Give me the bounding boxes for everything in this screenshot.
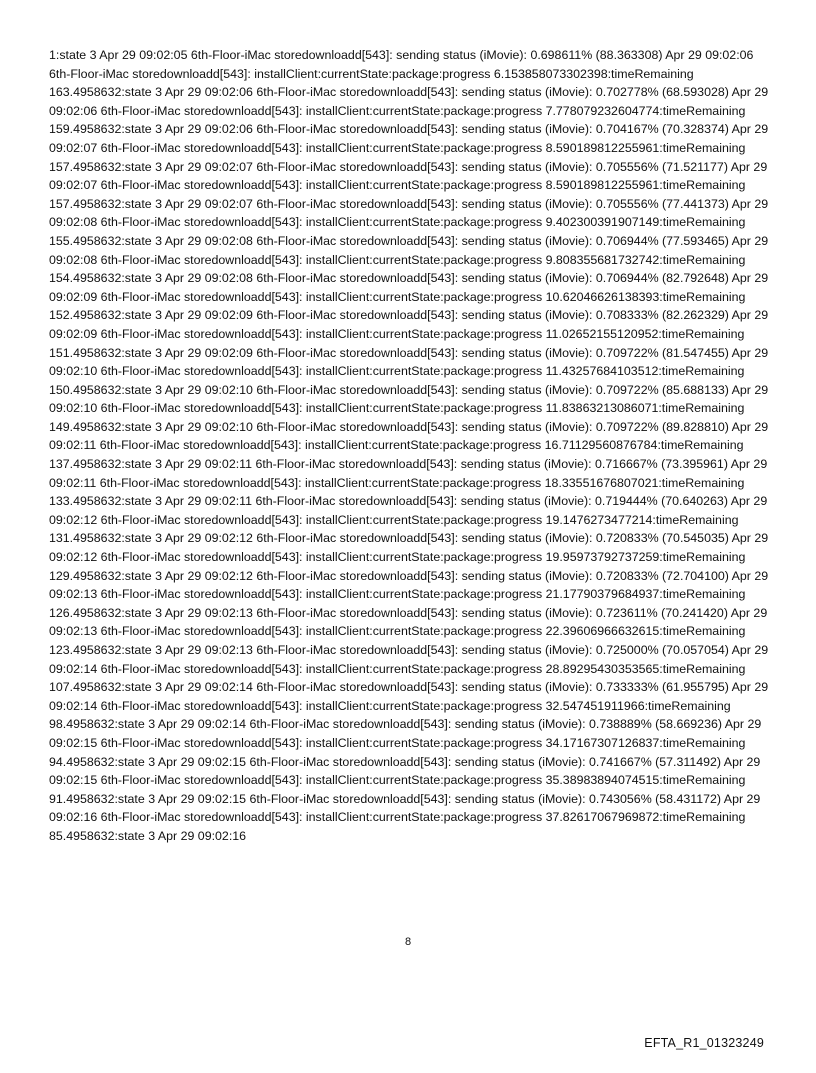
page-number: 8 [404,936,412,948]
log-text-body: 1:state 3 Apr 29 09:02:05 6th-Floor-iMac storedownloadd[543]: sending status (iMovie): 0.698611% (88.363308) Apr 29 09:02:06 6th-Floor-iMac storedownloadd[543]: installClient:currentState:package:progress 6.153858073302398:timeRemaining 163.4958632:state 3 Apr 29 09:02:06 6th-Floor-iMac storedownloadd[543]: sending status (iMovie): 0.702778% (68.593028) Apr 29 09:02:06 6th-Floor-iMac storedownloadd[543]: installClient:currentState:package:progress 7.778079232604774:timeRemaining 159.4958632:state 3 Apr 29 09:02:06 6th-Floor-iMac storedownloadd[543]: sending status (iMovie): 0.704167% (70.328374) Apr 29 09:02:07 6th-Floor-iMac storedownloadd[543]: installClient:currentState:package:progress 8.590189812255961:timeRemaining 157.4958632:state 3 Apr 29 09:02:07 6th-Floor-iMac storedownloadd[543]: sending status (iMovie): 0.705556% (71.521177) Apr 29 09:02:07 6th-Floor-iMac storedownloadd[543]: installClient:currentState:package:progress 8.590189812255961:timeRemaining 157.4958632:state 3 Apr 29 09:02:07 6th-Floor-iMac storedownloadd[543]: sending status (iMovie): 0.705556% (77.441373) Apr 29 09:02:08 6th-Floor-iMac storedownloadd[543]: installClient:currentState:package:progress 9.402300391907149:timeRemaining 155.4958632:state 3 Apr 29 09:02:08 6th-Floor-iMac storedownloadd[543]: sending status (iMovie): 0.706944% (77.593465) Apr 29 09:02:08 6th-Floor-iMac storedownloadd[543]: installClient:currentState:package:progress 9.80835568173274​2:timeRemaining 154.4958632:state 3 Apr 29 09:02:08 6th-Floor-iMac storedownloadd[543]: sending status (iMovie): 0.706944% (82.792648) Apr 29 09:02:09 6th-Floor-iMac storedownloadd[543]: installClient:currentState:package:progress 10.62046626138393:timeRemaining 152.4958632:state 3 Apr 29 09:02:09 6th-Floor-iMac storedownloadd[543]: sending status (iMovie): 0.708333% (82.262329) Apr 29 09:02:09 6th-Floor-iMac storedownloadd[543]: installClient:currentState:package:progress 11.02652155120952:timeRemaining 151.4958632:state 3 Apr 29 09:02:09 6th-Floor-iMac storedownloadd[543]: sending status (iMovie): 0.709722% (81.547455) Apr 29 09:02:10 6th-Floor-iMac storedownloadd[543]: installClient:currentState:package:progress 11.43257684103512:timeRemaining 150.4958632:state 3 Apr 29 09:02:10 6th-Floor-iMac storedownloadd[543]: sending status (iMovie): 0.709722% (85.688133) Apr 29 09:02:10 6th-Floor-iMac storedownloadd[543]: installClient:currentState:package:progress 11.83863213086071:timeRemaining 149.4958632:state 3 Apr 29 09:02:10 6th-Floor-iMac storedownloadd[543]: sending status (iMovie): 0.709722% (89.828810) Apr 29 09:02:11 6th-Floor-iMac storedownloadd[543]: installClient:currentState:package:progress 16.71129560876784:timeRemaining 137.4958632:state 3 Apr 29 09:02:11 6th-Floor-iMac storedownloadd[543]: sending status (iMovie): 0.716667% (73.395961) Apr 29 09:02:11 6th-Floor-iMac storedownloadd[543]: installClient:currentState:package:progress 18.33551676807021:timeRemaining 133.4958632:state 3 Apr 29 09:02:11 6th-Floor-iMac storedownloadd[543]: sending status (iMovie): 0.719444% (70.640263) Apr 29 09:02:12 6th-Floor-iMac storedownloadd[543]: installClient:currentState:package:progress 19.1476273477214:timeRemaining 131.4958632:state 3 Apr 29 09:02:12 6th-Floor-iMac storedownloadd[543]: sending status (iMovie): 0.720833% (70.545035) Apr 29 09:02:12 6th-Floor-iMac storedownloadd[543]: installClient:currentState:package:progress 19.95973792737259:timeRemaining 129.4958632:state 3 Apr 29 09:02:12 6th-Floor-iMac storedownloadd[543]: sending status (iMovie): 0.720833% (72.704100) Apr 29 09:02:13 6th-Floor-iMac storedownloadd[543]: installClient:currentState:package:progress 21.17790379684937:timeRemaining 126.4958632:state 3 Apr 29 09:02:13 6th-Floor-iMac storedownloadd[543]: sending status (iMovie): 0.723611% (70.241420) Apr 29 09:02:13 6th-Floor-iMac storedownloadd[543]: installClient:currentState:package:progress 22.39606966632615:timeRemaining 123.4958632:state 3 Apr 29 09:02:13 6th-Floor-iMac storedownloadd[543]: sending status (iMovie): 0.725000% (70.057054) Apr 29 09:02:14 6th-Floor-iMac storedownloadd[543]: installClient:currentState:package:progress 28.89295430353565:timeRemaining 107.4958632:state 3 Apr 29 09:02:14 6th-Floor-iMac storedownloadd[543]: sending status (iMovie): 0.733333% (61.955795) Apr 29 09:02:14 6th-Floor-iMac storedownloadd[543]: installClient:currentState:package:progress 32.547451911966:timeRemaining 98.4958632:state 3 Apr 29 09:02:14 6th-Floor-iMac storedownloadd[543]: sending status (iMovie): 0.738889% (58.669236) Apr 29 09:02:15 6th-Floor-iMac storedownloadd[543]: installClient:currentState:package:progress 34.17167307126837:timeRemaining 94.4958632:state 3 Apr 29 09:02:15 6th-Floor-iMac storedownloadd[543]: sending status (iMovie): 0.741667% (57.311492) Apr 29 09:02:15 6th-Floor-iMac storedownloadd[543]: installClient:currentState:package:progress 35.38983894074515:timeRemaining 91.4958632:state 3 Apr 29 09:02:15 6th-Floor-iMac storedownloadd[543]: sending status (iMovie): 0.743056% (58.431172) Apr 29 09:02:16 6th-Floor-iMac storedownloadd[543]: installClient:currentState:package:progress 37.82617067969872:timeRemaining 85.4958632:state 3 Apr 29 09:02:16 [49,48,769,843]
document-id: EFTA_R1_01323249 [644,1036,764,1050]
